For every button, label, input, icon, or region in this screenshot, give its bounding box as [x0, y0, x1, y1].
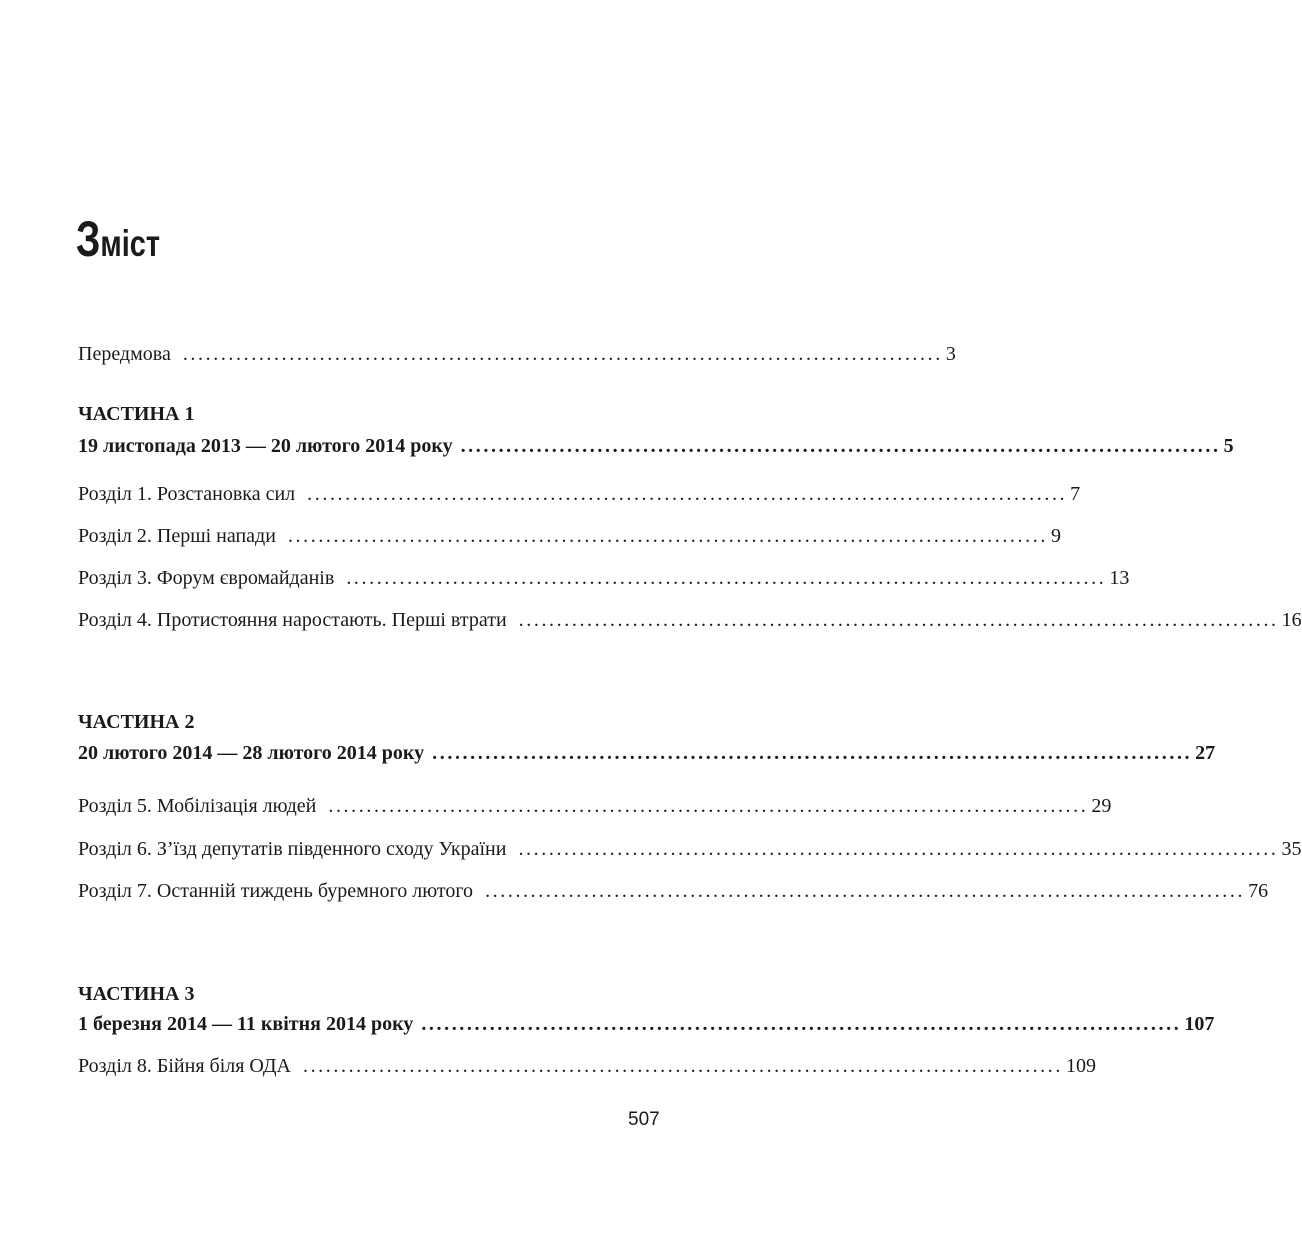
- toc-entry-page: 3: [945, 343, 956, 365]
- dot-leader: ....................................................................................................: [328, 795, 1089, 817]
- toc-entry-preface[interactable]: [78, 341, 956, 367]
- dot-leader: ....................................................................................................: [302, 1055, 1063, 1077]
- toc-entry-title: Розділ 3. Форум євромайданів: [78, 567, 335, 589]
- dot-leader: ....................................................................................................: [518, 838, 1279, 860]
- toc-entry-page: 13: [1109, 567, 1130, 589]
- page-title: [76, 211, 160, 267]
- toc-entry-part-2[interactable]: [78, 740, 1216, 766]
- toc-entry-title: Розділ 7. Останній тиждень буремного лютого: [78, 880, 474, 902]
- toc-entry-page: 16: [1281, 609, 1302, 631]
- toc-entry-chapter-8[interactable]: [78, 1053, 1096, 1079]
- dot-leader: ....................................................................................................: [460, 435, 1221, 457]
- toc-entry-title: 20 лютого 2014 — 28 лютого 2014 року: [78, 742, 425, 764]
- toc-entry-chapter-6[interactable]: [78, 836, 1302, 862]
- toc-entry-page: 76: [1248, 880, 1269, 902]
- page-number: 507: [628, 1109, 660, 1130]
- part-2-label: ЧАСТИНА 2: [78, 711, 195, 733]
- toc-entry-page: 27: [1195, 742, 1216, 764]
- toc-entry-part-1[interactable]: [78, 433, 1234, 459]
- toc-entry-page: 29: [1091, 795, 1112, 817]
- dot-leader: ....................................................................................................: [518, 609, 1279, 631]
- toc-entry-title: Розділ 1. Розстановка сил: [78, 483, 296, 505]
- toc-entry-chapter-2[interactable]: [78, 523, 1061, 549]
- dot-leader: ....................................................................................................: [346, 567, 1107, 589]
- toc-entry-title: Розділ 4. Протистояння наростають. Перші втрати: [78, 609, 507, 631]
- toc-entry-title: Розділ 5. Мобілізація людей: [78, 795, 317, 817]
- toc-entry-chapter-5[interactable]: [78, 793, 1112, 819]
- page-title-initial: З: [76, 211, 101, 267]
- toc-entry-title: Передмова: [78, 343, 171, 365]
- dot-leader: ....................................................................................................: [485, 880, 1246, 902]
- toc-entry-title: Розділ 2. Перші напади: [78, 525, 276, 547]
- toc-entry-page: 109: [1065, 1055, 1096, 1077]
- part-3-label: ЧАСТИНА 3: [78, 983, 195, 1005]
- toc-entry-part-3[interactable]: [78, 1011, 1215, 1037]
- toc-entry-title: Розділ 8. Бійня біля ОДА: [78, 1055, 291, 1077]
- toc-entry-chapter-1[interactable]: [78, 481, 1081, 507]
- toc-entry-title: 1 березня 2014 — 11 квітня 2014 року: [78, 1013, 414, 1035]
- toc-entry-page: 7: [1070, 483, 1081, 505]
- dot-leader: ....................................................................................................: [421, 1013, 1182, 1035]
- toc-entry-title: 19 листопада 2013 — 20 лютого 2014 року: [78, 435, 453, 457]
- page-title-rest: міст: [100, 223, 160, 264]
- toc-entry-page: 107: [1184, 1013, 1215, 1035]
- dot-leader: ....................................................................................................: [287, 525, 1048, 547]
- dot-leader: ....................................................................................................: [182, 343, 943, 365]
- toc-entry-page: 9: [1050, 525, 1061, 547]
- dot-leader: ....................................................................................................: [307, 483, 1068, 505]
- part-1-label: ЧАСТИНА 1: [78, 403, 195, 425]
- toc-entry-page: 5: [1223, 435, 1234, 457]
- toc-entry-chapter-4[interactable]: [78, 607, 1302, 633]
- toc-entry-chapter-7[interactable]: [78, 878, 1269, 904]
- toc-entry-chapter-3[interactable]: [78, 565, 1130, 591]
- toc-entry-page: 35: [1281, 838, 1302, 860]
- toc-entry-title: Розділ 6. З’їзд депутатів південного сходу України: [78, 838, 507, 860]
- dot-leader: ....................................................................................................: [432, 742, 1193, 764]
